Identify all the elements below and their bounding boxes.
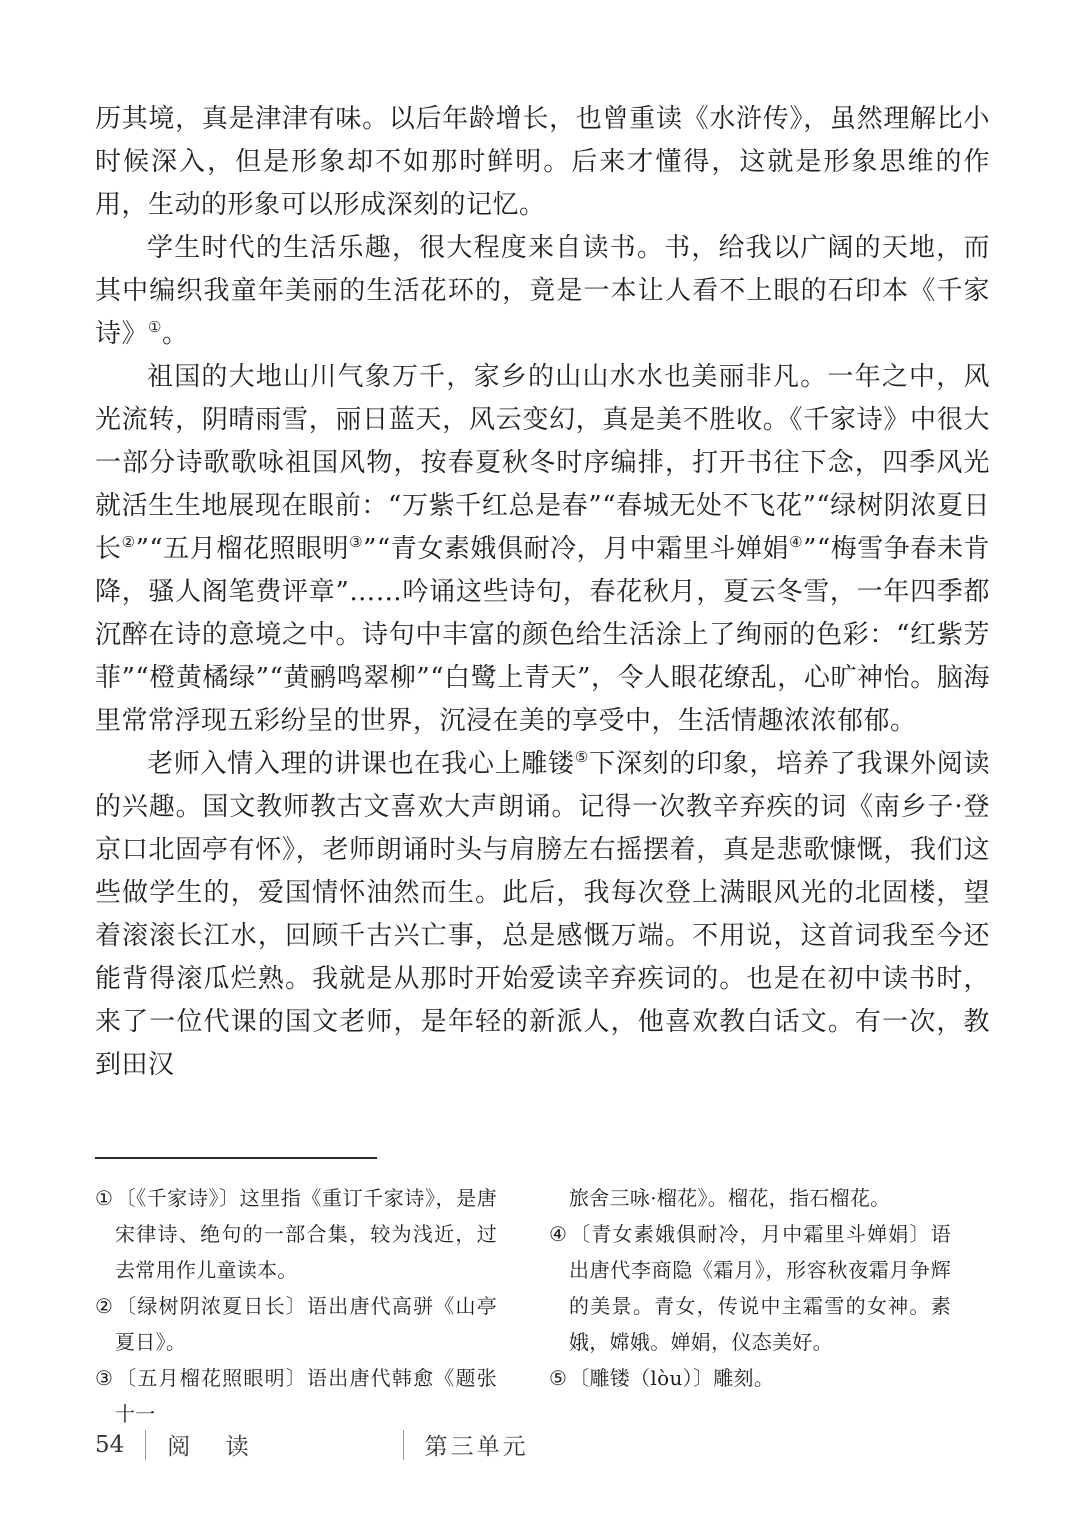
- footnote-3-number: ③: [95, 1366, 115, 1390]
- paragraph-1: [95, 98, 990, 227]
- paragraph-3-text-c: ”“青女素娥俱耐冷，月中霜里斗婵娟: [363, 534, 790, 564]
- footer-section-label: 阅 读: [167, 1434, 263, 1460]
- footnote-ref-1: ①: [148, 318, 162, 336]
- paragraph-2-text: 学生时代的生活乐趣，很大程度来自读书。书，给我以广阔的天地，而其中编织我童年美丽的生活花环的，竟是一本让人看不上眼的石印本《千家诗》: [95, 233, 990, 349]
- footnote-3: [95, 1360, 497, 1432]
- footer-divider-1: [145, 1430, 146, 1460]
- footnote-ref-3: ③: [349, 533, 364, 551]
- paragraph-3-text-d: ”“梅雪争春未肯降，骚人阁笔费评章”……吟诵这些诗句，春花秋月，夏云冬雪，一年四季都沉醉在诗的意境之中。诗句中丰富的颜色给生活涂上了绚丽的色彩：“红紫芳菲”“橙黄橘绿”“黄鹂鸣翠柳”“白鹭上青天”，令人眼花缭乱，心旷神怡。脑海里常常浮现五彩纷呈的世界，沉浸在美的享受中，生活情趣浓浓郁郁。: [95, 534, 991, 736]
- footnote-1-number: ①: [95, 1186, 114, 1210]
- footer-unit-label: 第三单元: [424, 1434, 529, 1460]
- paragraph-3: [95, 356, 990, 743]
- footer-divider-2: [403, 1430, 404, 1460]
- footnote-4: [549, 1216, 951, 1360]
- paragraph-3-text-a: 祖国的大地山川气象万千，家乡的山山水水也美丽非凡。一年之中，风光流转，阴晴雨雪，丽日蓝天，风云变幻，真是美不胜收。《千家诗》中很大一部分诗歌歌咏祖国风物，按春夏秋冬时序编排，打开书往下念，四季风光就活生生地展现在眼前：“万紫千红总是春”“春城无处不飞花”“绿树阴浓夏日长: [95, 362, 990, 564]
- footnotes-right-column: [549, 1180, 951, 1432]
- footnote-4-number: ④: [549, 1222, 569, 1246]
- footnote-4-text: 〔青女素娥俱耐冷，月中霜里斗婵娟〕语出唐代李商隐《霜月》，形容秋夜霜月争辉的美景。青女，传说中主霜雪的女神。素娥，嫦娥。婵娟，仪态美好。: [569, 1222, 951, 1354]
- body-text: [95, 98, 990, 1087]
- paragraph-3-text-b: ”“五月榴花照眼明: [135, 534, 350, 564]
- footnote-ref-2: ②: [121, 533, 136, 551]
- footnote-separator: [95, 1157, 377, 1159]
- footnote-5: [549, 1360, 951, 1396]
- footnotes-left-column: [95, 1180, 497, 1432]
- footnote-1-text: 〔《千家诗》〕这里指《重订千家诗》，是唐宋律诗、绝句的一部合集，较为浅近，过去常用作儿童读本。: [115, 1186, 498, 1282]
- page-footer: [95, 1428, 529, 1461]
- footnote-2: [95, 1288, 497, 1360]
- paragraph-4: [95, 743, 990, 1087]
- paragraph-4-text-b: 下深刻的印象，培养了我课外阅读的兴趣。国文教师教古文喜欢大声朗诵。记得一次教辛弃疾的词《南乡子·登京口北固亭有怀》，老师朗诵时头与肩膀左右摇摆着，真是悲歌慷慨，我们这些做学生的，爱国情怀油然而生。此后，我每次登上满眼风光的北固楼，望着滚滚长江水，回顾千古兴亡事，总是感慨万端。不用说，这首词我至今还能背得滚瓜烂熟。我就是从那时开始爱读辛弃疾词的。也是在初中读书时，来了一位代课的国文老师，是年轻的新派人，他喜欢教白话文。有一次，教到田汉: [95, 749, 990, 1080]
- paragraph-2-text-end: 。: [161, 319, 189, 349]
- footnote-2-number: ②: [95, 1294, 115, 1318]
- footnote-5-number: ⑤: [549, 1366, 568, 1390]
- footnote-ref-5: ⑤: [574, 748, 590, 766]
- footnote-3-text: 〔五月榴花照眼明〕语出唐代韩愈《题张十一: [115, 1366, 497, 1426]
- paragraph-1-text: 历其境，真是津津有味。以后年龄增长，也曾重读《水浒传》，虽然理解比小时候深入，但是形象却不如那时鲜明。后来才懂得，这就是形象思维的作用，生动的形象可以形成深刻的记忆。: [95, 104, 990, 220]
- paragraph-4-text-a: 老师入情入理的讲课也在我心上雕镂: [147, 749, 575, 779]
- footnote-ref-4: ④: [789, 533, 804, 551]
- footnote-5-text: 〔雕镂（lòu）〕雕刻。: [569, 1366, 775, 1390]
- footnote-3-continuation: 旅舍三咏·榴花》。榴花，指石榴花。: [569, 1186, 891, 1210]
- page-number: 54: [95, 1431, 125, 1458]
- footnote-2-text: 〔绿树阴浓夏日长〕语出唐代高骈《山亭夏日》。: [115, 1294, 497, 1354]
- footnote-1: [95, 1180, 497, 1288]
- paragraph-2: [95, 227, 990, 356]
- footnotes: [95, 1180, 990, 1432]
